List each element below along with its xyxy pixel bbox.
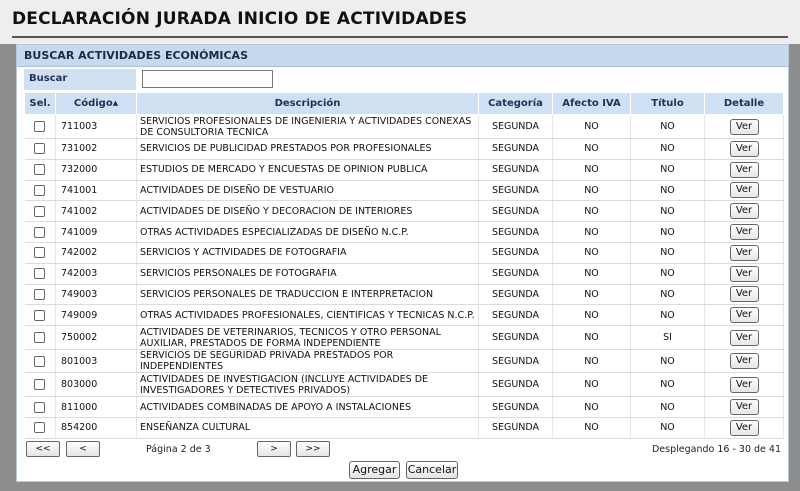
row-checkbox[interactable] <box>34 379 45 390</box>
row-codigo: 854200 <box>56 417 137 438</box>
table-row <box>25 242 784 263</box>
col-header-detalle: Detalle <box>705 93 784 115</box>
ver-button[interactable]: Ver <box>730 224 759 240</box>
row-categoria: SEGUNDA <box>479 373 553 397</box>
row-categoria: SEGUNDA <box>479 242 553 263</box>
row-descripcion: ENSEÑANZA CULTURAL <box>137 417 479 438</box>
table-row <box>25 222 784 243</box>
row-titulo: NO <box>631 201 705 222</box>
row-codigo: 742002 <box>56 242 137 263</box>
row-codigo: 711003 <box>56 115 137 139</box>
table-row <box>25 326 784 350</box>
row-codigo: 732000 <box>56 159 137 180</box>
search-input[interactable] <box>142 70 273 88</box>
first-page-button[interactable]: << <box>26 441 60 457</box>
row-checkbox[interactable] <box>34 185 45 196</box>
row-descripcion: ACTIVIDADES DE VETERINARIOS, TECNICOS Y OTRO PERSONAL AUXILIAR, PRESTADOS DE FORMA INDEPENDIENTE <box>137 326 479 350</box>
row-categoria: SEGUNDA <box>479 201 553 222</box>
page-title: DECLARACIÓN JURADA INICIO DE ACTIVIDADES <box>12 9 468 29</box>
row-afecto-iva: NO <box>553 242 631 263</box>
ver-button[interactable]: Ver <box>730 353 759 369</box>
ver-button[interactable]: Ver <box>730 245 759 261</box>
row-descripcion: SERVICIOS DE PUBLICIDAD PRESTADOS POR PROFESIONALES <box>137 139 479 160</box>
row-codigo: 741009 <box>56 222 137 243</box>
add-button[interactable]: Agregar <box>349 461 400 479</box>
row-codigo: 741002 <box>56 201 137 222</box>
row-checkbox[interactable] <box>34 310 45 321</box>
row-afecto-iva: NO <box>553 373 631 397</box>
sort-ascending-icon: ▲ <box>112 99 119 107</box>
row-categoria: SEGUNDA <box>479 350 553 373</box>
col-header-descripcion: Descripción <box>137 93 479 115</box>
row-afecto-iva: NO <box>553 263 631 284</box>
ver-button[interactable]: Ver <box>730 162 759 178</box>
search-row <box>24 69 783 90</box>
col-header-sel: Sel. <box>25 93 56 115</box>
row-categoria: SEGUNDA <box>479 263 553 284</box>
row-titulo: NO <box>631 180 705 201</box>
row-descripcion: ACTIVIDADES DE INVESTIGACION (INCLUYE ACTIVIDADES DE INVESTIGADORES Y DETECTIVES PRIVADOS) <box>137 373 479 397</box>
cancel-button[interactable]: Cancelar <box>406 461 458 479</box>
table-row <box>25 201 784 222</box>
row-categoria: SEGUNDA <box>479 139 553 160</box>
row-afecto-iva: NO <box>553 222 631 243</box>
row-checkbox[interactable] <box>34 268 45 279</box>
row-titulo: NO <box>631 222 705 243</box>
row-checkbox[interactable] <box>34 247 45 258</box>
row-checkbox[interactable] <box>34 356 45 367</box>
row-codigo: 731002 <box>56 139 137 160</box>
row-afecto-iva: NO <box>553 284 631 305</box>
last-page-button[interactable]: >> <box>296 441 330 457</box>
row-categoria: SEGUNDA <box>479 159 553 180</box>
row-checkbox[interactable] <box>34 289 45 300</box>
row-categoria: SEGUNDA <box>479 222 553 243</box>
row-categoria: SEGUNDA <box>479 284 553 305</box>
ver-button[interactable]: Ver <box>730 119 759 135</box>
activities-table <box>24 92 784 439</box>
table-row <box>25 397 784 418</box>
row-categoria: SEGUNDA <box>479 115 553 139</box>
row-titulo: NO <box>631 115 705 139</box>
row-categoria: SEGUNDA <box>479 417 553 438</box>
row-checkbox[interactable] <box>34 422 45 433</box>
row-afecto-iva: NO <box>553 115 631 139</box>
row-descripcion: OTRAS ACTIVIDADES PROFESIONALES, CIENTIFICAS Y TECNICAS N.C.P. <box>137 305 479 326</box>
search-label: Buscar <box>29 73 68 84</box>
row-descripcion: SERVICIOS PROFESIONALES DE INGENIERIA Y ACTIVIDADES CONEXAS DE CONSULTORIA TECNICA <box>137 115 479 139</box>
row-codigo: 803000 <box>56 373 137 397</box>
dialog-title: BUSCAR ACTIVIDADES ECONÓMICAS <box>24 49 248 62</box>
row-descripcion: OTRAS ACTIVIDADES ESPECIALIZADAS DE DISEÑO N.C.P. <box>137 222 479 243</box>
col-header-afecto-iva: Afecto IVA <box>553 93 631 115</box>
record-range: Desplegando 16 - 30 de 41 <box>651 444 781 455</box>
ver-button[interactable]: Ver <box>730 286 759 302</box>
row-afecto-iva: NO <box>553 201 631 222</box>
row-codigo: 741001 <box>56 180 137 201</box>
row-titulo: NO <box>631 397 705 418</box>
row-afecto-iva: NO <box>553 305 631 326</box>
row-titulo: SI <box>631 326 705 350</box>
row-categoria: SEGUNDA <box>479 397 553 418</box>
row-descripcion: SERVICIOS Y ACTIVIDADES DE FOTOGRAFIA <box>137 242 479 263</box>
row-checkbox[interactable] <box>34 332 45 343</box>
row-afecto-iva: NO <box>553 159 631 180</box>
row-titulo: NO <box>631 373 705 397</box>
ver-button[interactable]: Ver <box>730 330 759 346</box>
row-codigo: 750002 <box>56 326 137 350</box>
row-codigo: 801003 <box>56 350 137 373</box>
row-descripcion: ACTIVIDADES COMBINADAS DE APOYO A INSTALACIONES <box>137 397 479 418</box>
row-checkbox[interactable] <box>34 206 45 217</box>
row-descripcion: ESTUDIOS DE MERCADO Y ENCUESTAS DE OPINION PUBLICA <box>137 159 479 180</box>
ver-button[interactable]: Ver <box>730 182 759 198</box>
row-descripcion: SERVICIOS PERSONALES DE FOTOGRAFIA <box>137 263 479 284</box>
row-titulo: NO <box>631 139 705 160</box>
search-activities-dialog <box>16 44 789 482</box>
page-header <box>0 0 800 44</box>
table-row <box>25 350 784 373</box>
search-label-cell <box>24 69 136 90</box>
row-checkbox[interactable] <box>34 227 45 238</box>
next-page-button[interactable]: > <box>257 441 291 457</box>
ver-button[interactable]: Ver <box>730 399 759 415</box>
col-header-codigo[interactable] <box>56 93 137 115</box>
ver-button[interactable]: Ver <box>730 266 759 282</box>
row-descripcion: ACTIVIDADES DE DISEÑO Y DECORACION DE INTERIORES <box>137 201 479 222</box>
row-checkbox[interactable] <box>34 143 45 154</box>
row-titulo: NO <box>631 417 705 438</box>
row-descripcion: SERVICIOS PERSONALES DE TRADUCCION E INTERPRETACION <box>137 284 479 305</box>
row-codigo: 742003 <box>56 263 137 284</box>
ver-button[interactable]: Ver <box>730 141 759 157</box>
table-row <box>25 373 784 397</box>
table-row <box>25 139 784 160</box>
dialog-header <box>17 45 788 67</box>
col-header-codigo-label: Código <box>73 98 113 109</box>
row-afecto-iva: NO <box>553 417 631 438</box>
col-header-categoria: Categoría <box>479 93 553 115</box>
row-checkbox[interactable] <box>34 164 45 175</box>
ver-button[interactable]: Ver <box>730 307 759 323</box>
row-titulo: NO <box>631 284 705 305</box>
row-codigo: 749003 <box>56 284 137 305</box>
row-categoria: SEGUNDA <box>479 305 553 326</box>
row-afecto-iva: NO <box>553 397 631 418</box>
row-checkbox[interactable] <box>34 402 45 413</box>
row-afecto-iva: NO <box>553 350 631 373</box>
col-header-titulo: Título <box>631 93 705 115</box>
title-divider <box>12 36 788 38</box>
table-row <box>25 159 784 180</box>
table-row <box>25 115 784 139</box>
page-indicator: Página 2 de 3 <box>146 444 211 455</box>
pagination-bar <box>24 439 783 459</box>
row-codigo: 749009 <box>56 305 137 326</box>
row-titulo: NO <box>631 159 705 180</box>
row-categoria: SEGUNDA <box>479 180 553 201</box>
prev-page-button[interactable]: < <box>66 441 100 457</box>
row-titulo: NO <box>631 263 705 284</box>
row-categoria: SEGUNDA <box>479 326 553 350</box>
table-header-row <box>25 93 784 115</box>
row-titulo: NO <box>631 305 705 326</box>
ver-button[interactable]: Ver <box>730 420 759 436</box>
ver-button[interactable]: Ver <box>730 203 759 219</box>
row-afecto-iva: NO <box>553 139 631 160</box>
row-afecto-iva: NO <box>553 180 631 201</box>
table-row <box>25 305 784 326</box>
row-checkbox[interactable] <box>34 121 45 132</box>
table-row <box>25 180 784 201</box>
row-codigo: 811000 <box>56 397 137 418</box>
row-titulo: NO <box>631 350 705 373</box>
row-descripcion: SERVICIOS DE SEGURIDAD PRIVADA PRESTADOS POR INDEPENDIENTES <box>137 350 479 373</box>
row-afecto-iva: NO <box>553 326 631 350</box>
row-titulo: NO <box>631 242 705 263</box>
table-row <box>25 284 784 305</box>
ver-button[interactable]: Ver <box>730 377 759 393</box>
table-row <box>25 263 784 284</box>
row-descripcion: ACTIVIDADES DE DISEÑO DE VESTUARIO <box>137 180 479 201</box>
table-row <box>25 417 784 438</box>
